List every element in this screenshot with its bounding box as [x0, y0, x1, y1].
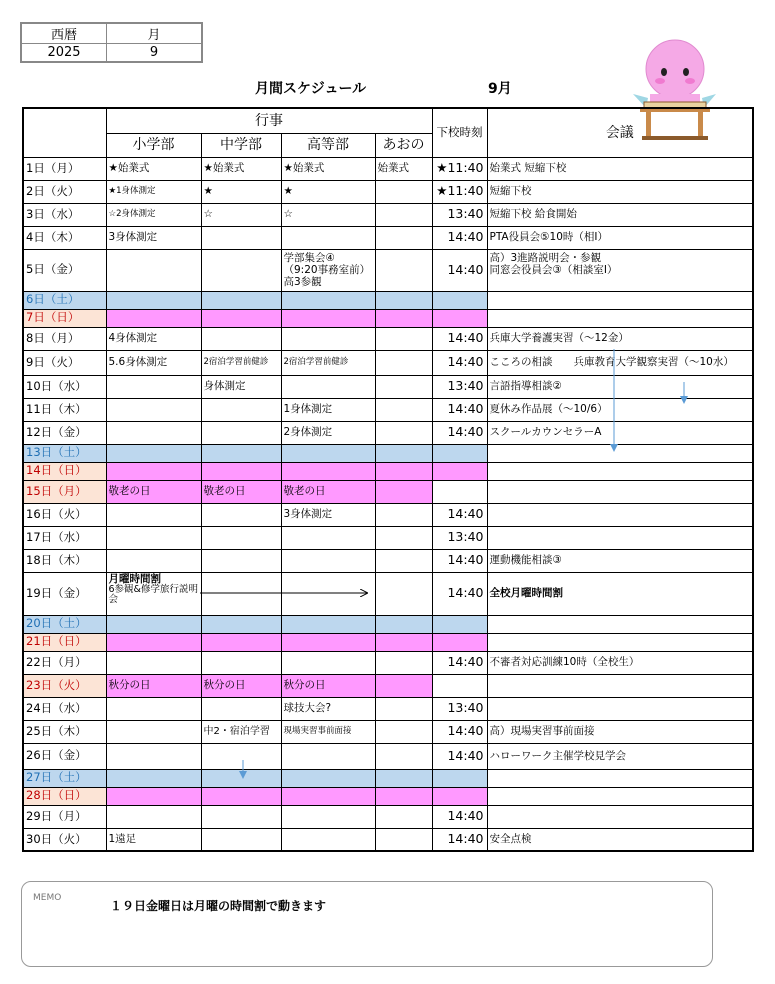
- meeting-cell: [487, 674, 753, 697]
- elementary-cell: ★1身体測定: [106, 180, 201, 203]
- aono-cell: [375, 480, 432, 503]
- table-row: [23, 549, 753, 572]
- dismissal-time-cell: 14:40: [432, 549, 487, 572]
- junior-cell: [201, 503, 281, 526]
- meeting-cell: [487, 787, 753, 805]
- dismissal-time-cell: 13:40: [432, 375, 487, 398]
- junior-cell: [201, 549, 281, 572]
- senior-cell: 3身体測定: [281, 503, 375, 526]
- elementary-note: 6参観&修学旅行説明会: [108, 583, 198, 606]
- junior-cell: [201, 787, 281, 805]
- elementary-cell: 1遠足: [106, 828, 201, 851]
- meeting-cell: 安全点検: [487, 828, 753, 851]
- aono-cell: [375, 462, 432, 480]
- dismissal-time-cell: ★11:40: [432, 180, 487, 203]
- meeting-cell: 言語指導相談②: [487, 375, 753, 398]
- elementary-cell: [106, 375, 201, 398]
- elementary-cell: 5.6身体測定: [106, 350, 201, 375]
- senior-cell: ★: [281, 180, 375, 203]
- page-title: 月間スケジュール: [255, 81, 367, 97]
- meeting-cell: [487, 309, 753, 327]
- elementary-cell: 敬老の日: [106, 480, 201, 503]
- table-row: [23, 503, 753, 526]
- elementary-cell: [106, 697, 201, 720]
- senior-cell: 2身体測定: [281, 421, 375, 444]
- date-cell: 6日（土）: [23, 291, 106, 309]
- senior-cell: [281, 651, 375, 674]
- schedule-table: [22, 107, 754, 852]
- meeting-cell: 短縮下校 給食開始: [487, 203, 753, 226]
- date-cell: 10日（水）: [23, 375, 106, 398]
- table-row: [23, 633, 753, 651]
- dismissal-time-cell: [432, 462, 487, 480]
- senior-cell: 球技大会?: [281, 697, 375, 720]
- junior-cell: [201, 743, 281, 769]
- junior-cell: 身体測定: [201, 375, 281, 398]
- meeting-cell: 夏休み作品展（～10/6）: [487, 398, 753, 421]
- date-cell: 24日（水）: [23, 697, 106, 720]
- junior-header: 中学部: [201, 133, 281, 157]
- elementary-cell: [106, 444, 201, 462]
- elementary-cell: [106, 615, 201, 633]
- date-cell: 11日（木）: [23, 398, 106, 421]
- table-row: [23, 309, 753, 327]
- junior-cell: [201, 398, 281, 421]
- table-row: [23, 805, 753, 828]
- dismissal-time-cell: ★11:40: [432, 157, 487, 180]
- junior-cell: 秋分の日: [201, 674, 281, 697]
- meeting-cell: [487, 480, 753, 503]
- date-cell: 16日（火）: [23, 503, 106, 526]
- aono-cell: [375, 526, 432, 549]
- date-header: [23, 108, 106, 157]
- meeting-cell: [487, 615, 753, 633]
- elementary-cell: [106, 526, 201, 549]
- date-cell: 12日（金）: [23, 421, 106, 444]
- date-cell: 26日（金）: [23, 743, 106, 769]
- junior-cell: [201, 697, 281, 720]
- senior-cell: 敬老の日: [281, 480, 375, 503]
- year-month-box: [20, 22, 203, 63]
- junior-cell: [201, 444, 281, 462]
- aono-cell: [375, 787, 432, 805]
- meeting-cell: PTA役員会⑤10時（相Ⅰ）: [487, 226, 753, 249]
- aono-cell: [375, 398, 432, 421]
- elementary-cell: ★始業式: [106, 157, 201, 180]
- dismissal-time-cell: 13:40: [432, 203, 487, 226]
- dismissal-time-cell: [432, 769, 487, 787]
- aono-cell: [375, 503, 432, 526]
- dismissal-time-cell: [432, 615, 487, 633]
- table-row: [23, 157, 753, 180]
- dismissal-time-cell: 14:40: [432, 421, 487, 444]
- dismissal-time-cell: 14:40: [432, 720, 487, 743]
- senior-cell: 秋分の日: [281, 674, 375, 697]
- junior-cell: [201, 526, 281, 549]
- aono-cell: [375, 421, 432, 444]
- dismissal-time-cell: [432, 291, 487, 309]
- aono-cell: [375, 720, 432, 743]
- aono-cell: 始業式: [375, 157, 432, 180]
- table-row: [23, 375, 753, 398]
- elementary-cell: [106, 421, 201, 444]
- memo-box: [21, 881, 713, 967]
- date-cell: 21日（日）: [23, 633, 106, 651]
- table-row: [23, 327, 753, 350]
- meeting-cell: [487, 633, 753, 651]
- meeting-cell: 兵庫大学養護実習（～12金）: [487, 327, 753, 350]
- date-cell: 14日（日）: [23, 462, 106, 480]
- junior-cell: ☆: [201, 203, 281, 226]
- elementary-cell: 秋分の日: [106, 674, 201, 697]
- table-row: [23, 462, 753, 480]
- meeting-cell: [487, 697, 753, 720]
- senior-cell: [281, 743, 375, 769]
- elementary-cell: [106, 549, 201, 572]
- meeting-cell: [487, 462, 753, 480]
- senior-cell: [281, 769, 375, 787]
- dismissal-time-cell: [432, 444, 487, 462]
- senior-cell: [281, 572, 375, 615]
- meeting-cell: 短縮下校: [487, 180, 753, 203]
- memo-text: １９日金曜日は月曜の時間割で動きます: [110, 899, 327, 913]
- date-cell: 9日（火）: [23, 350, 106, 375]
- dismissal-time-cell: 13:40: [432, 697, 487, 720]
- aono-cell: [375, 674, 432, 697]
- elementary-cell: [106, 633, 201, 651]
- date-cell: 8日（月）: [23, 327, 106, 350]
- dismissal-time-cell: 13:40: [432, 526, 487, 549]
- meeting-header: 会議: [487, 108, 753, 157]
- date-cell: 1日（月）: [23, 157, 106, 180]
- elementary-cell: 3身体測定: [106, 226, 201, 249]
- junior-cell: [201, 651, 281, 674]
- elementary-cell: [106, 743, 201, 769]
- date-cell: 3日（水）: [23, 203, 106, 226]
- table-row: [23, 291, 753, 309]
- aono-cell: [375, 350, 432, 375]
- table-row: [23, 421, 753, 444]
- senior-cell: [281, 327, 375, 350]
- aono-cell: [375, 828, 432, 851]
- date-cell: 2日（火）: [23, 180, 106, 203]
- elementary-cell: [106, 769, 201, 787]
- aono-cell: [375, 633, 432, 651]
- elementary-header: 小学部: [106, 133, 201, 157]
- table-row: [23, 674, 753, 697]
- meeting-cell: [487, 526, 753, 549]
- dismissal-time-cell: 14:40: [432, 226, 487, 249]
- table-row: [23, 444, 753, 462]
- junior-cell: 2宿泊学習前健診: [201, 350, 281, 375]
- senior-cell: [281, 805, 375, 828]
- senior-cell: [281, 615, 375, 633]
- elementary-cell: ☆2身体測定: [106, 203, 201, 226]
- year-value: 2025: [21, 44, 107, 63]
- table-row: [23, 615, 753, 633]
- date-cell: 29日（月）: [23, 805, 106, 828]
- date-cell: 17日（水）: [23, 526, 106, 549]
- junior-cell: ★始業式: [201, 157, 281, 180]
- elementary-cell: [106, 720, 201, 743]
- dismissal-header: 下校時刻: [432, 108, 487, 157]
- senior-cell: 1身体測定: [281, 398, 375, 421]
- date-cell: 30日（火）: [23, 828, 106, 851]
- table-row: [23, 572, 753, 615]
- junior-cell: [201, 572, 281, 615]
- senior-header: 高等部: [281, 133, 375, 157]
- meeting-cell: 高）3進路説明会・参観 同窓会役員会③（相談室Ⅰ）: [487, 249, 753, 291]
- date-cell: 28日（日）: [23, 787, 106, 805]
- month-value: 9: [107, 44, 203, 63]
- date-cell: 13日（土）: [23, 444, 106, 462]
- dismissal-time-cell: [432, 633, 487, 651]
- aono-cell: [375, 697, 432, 720]
- dismissal-time-cell: [432, 787, 487, 805]
- junior-cell: [201, 828, 281, 851]
- table-row: [23, 651, 753, 674]
- junior-cell: 中2・宿泊学習: [201, 720, 281, 743]
- dismissal-time-cell: 14:40: [432, 503, 487, 526]
- aono-header: あおの: [375, 133, 432, 157]
- junior-cell: [201, 421, 281, 444]
- senior-cell: [281, 291, 375, 309]
- junior-cell: [201, 226, 281, 249]
- meeting-cell: 始業式 短縮下校: [487, 157, 753, 180]
- aono-cell: [375, 309, 432, 327]
- elementary-cell: [106, 787, 201, 805]
- senior-cell: 学部集会④ （9:20事務室前） 高3参観: [281, 249, 375, 291]
- date-cell: 4日（木）: [23, 226, 106, 249]
- meeting-cell: [487, 503, 753, 526]
- senior-cell: [281, 462, 375, 480]
- meeting-cell: スクールカウンセラーA: [487, 421, 753, 444]
- aono-cell: [375, 615, 432, 633]
- elementary-cell: [106, 398, 201, 421]
- aono-cell: [375, 291, 432, 309]
- date-cell: 23日（火）: [23, 674, 106, 697]
- meeting-cell: 運動機能相談③: [487, 549, 753, 572]
- table-row: [23, 787, 753, 805]
- senior-cell: 2宿泊学習前健診: [281, 350, 375, 375]
- table-row: [23, 203, 753, 226]
- meeting-cell: [487, 291, 753, 309]
- table-row: [23, 249, 753, 291]
- table-row: [23, 828, 753, 851]
- aono-cell: [375, 769, 432, 787]
- table-row: [23, 720, 753, 743]
- date-cell: 5日（金）: [23, 249, 106, 291]
- junior-cell: [201, 249, 281, 291]
- aono-cell: [375, 651, 432, 674]
- aono-cell: [375, 203, 432, 226]
- table-row: [23, 226, 753, 249]
- senior-cell: [281, 549, 375, 572]
- table-row: [23, 526, 753, 549]
- junior-cell: [201, 769, 281, 787]
- table-row: [23, 180, 753, 203]
- aono-cell: [375, 572, 432, 615]
- elementary-cell: [106, 805, 201, 828]
- aono-cell: [375, 327, 432, 350]
- senior-cell: 現場実習事前面接: [281, 720, 375, 743]
- meeting-cell: [487, 444, 753, 462]
- dismissal-time-cell: 14:40: [432, 327, 487, 350]
- meeting-cell: [487, 805, 753, 828]
- meeting-cell: 高）現場実習事前面接: [487, 720, 753, 743]
- date-cell: 18日（木）: [23, 549, 106, 572]
- elementary-cell: [106, 651, 201, 674]
- meeting-cell: こころの相談 兵庫教育大学観察実習（～10水）: [487, 350, 753, 375]
- senior-cell: [281, 375, 375, 398]
- junior-cell: [201, 633, 281, 651]
- junior-cell: [201, 327, 281, 350]
- date-cell: 25日（木）: [23, 720, 106, 743]
- aono-cell: [375, 743, 432, 769]
- meeting-cell: 全校月曜時間割: [487, 572, 753, 615]
- dismissal-time-cell: 14:40: [432, 572, 487, 615]
- junior-cell: [201, 615, 281, 633]
- senior-cell: [281, 787, 375, 805]
- dismissal-time-cell: 14:40: [432, 350, 487, 375]
- senior-cell: [281, 226, 375, 249]
- senior-cell: ★始業式: [281, 157, 375, 180]
- dismissal-time-cell: [432, 309, 487, 327]
- elementary-cell: [106, 462, 201, 480]
- aono-cell: [375, 226, 432, 249]
- date-cell: 27日（土）: [23, 769, 106, 787]
- meeting-cell: [487, 769, 753, 787]
- senior-cell: [281, 309, 375, 327]
- date-cell: 19日（金）: [23, 572, 106, 615]
- junior-cell: [201, 291, 281, 309]
- junior-cell: [201, 462, 281, 480]
- elementary-cell: 4身体測定: [106, 327, 201, 350]
- dismissal-time-cell: 14:40: [432, 651, 487, 674]
- schedule-rows: [23, 157, 753, 851]
- month-heading: 9月: [488, 81, 512, 97]
- table-row: [23, 697, 753, 720]
- elementary-cell: [106, 572, 201, 615]
- date-cell: 22日（月）: [23, 651, 106, 674]
- dismissal-time-cell: 14:40: [432, 249, 487, 291]
- dismissal-time-cell: 14:40: [432, 398, 487, 421]
- aono-cell: [375, 375, 432, 398]
- meeting-cell: 不審者対応訓練10時（全校生）: [487, 651, 753, 674]
- elementary-cell: [106, 291, 201, 309]
- memo-label: MEMO: [33, 893, 62, 903]
- junior-cell: [201, 805, 281, 828]
- table-row: [23, 350, 753, 375]
- aono-cell: [375, 180, 432, 203]
- senior-cell: [281, 828, 375, 851]
- year-label: 西暦: [21, 23, 107, 44]
- aono-cell: [375, 444, 432, 462]
- table-row: [23, 743, 753, 769]
- meeting-cell: ハローワーク主催学校見学会: [487, 743, 753, 769]
- month-label: 月: [107, 23, 203, 44]
- dismissal-time-cell: 14:40: [432, 743, 487, 769]
- senior-cell: [281, 633, 375, 651]
- aono-cell: [375, 805, 432, 828]
- date-cell: 7日（日）: [23, 309, 106, 327]
- senior-cell: [281, 444, 375, 462]
- junior-cell: 敬老の日: [201, 480, 281, 503]
- date-cell: 20日（土）: [23, 615, 106, 633]
- dismissal-time-cell: 14:40: [432, 828, 487, 851]
- table-row: [23, 398, 753, 421]
- senior-cell: ☆: [281, 203, 375, 226]
- junior-cell: [201, 309, 281, 327]
- table-row: [23, 480, 753, 503]
- aono-cell: [375, 549, 432, 572]
- junior-cell: ★: [201, 180, 281, 203]
- senior-cell: [281, 526, 375, 549]
- events-header: 行事: [106, 108, 432, 133]
- aono-cell: [375, 249, 432, 291]
- elementary-cell: [106, 249, 201, 291]
- date-cell: 15日（月）: [23, 480, 106, 503]
- table-row: [23, 769, 753, 787]
- dismissal-time-cell: [432, 480, 487, 503]
- dismissal-time-cell: [432, 674, 487, 697]
- elementary-cell: [106, 503, 201, 526]
- dismissal-time-cell: 14:40: [432, 805, 487, 828]
- elementary-cell: [106, 309, 201, 327]
- elementary-note-bold: 月曜時間割: [108, 572, 161, 585]
